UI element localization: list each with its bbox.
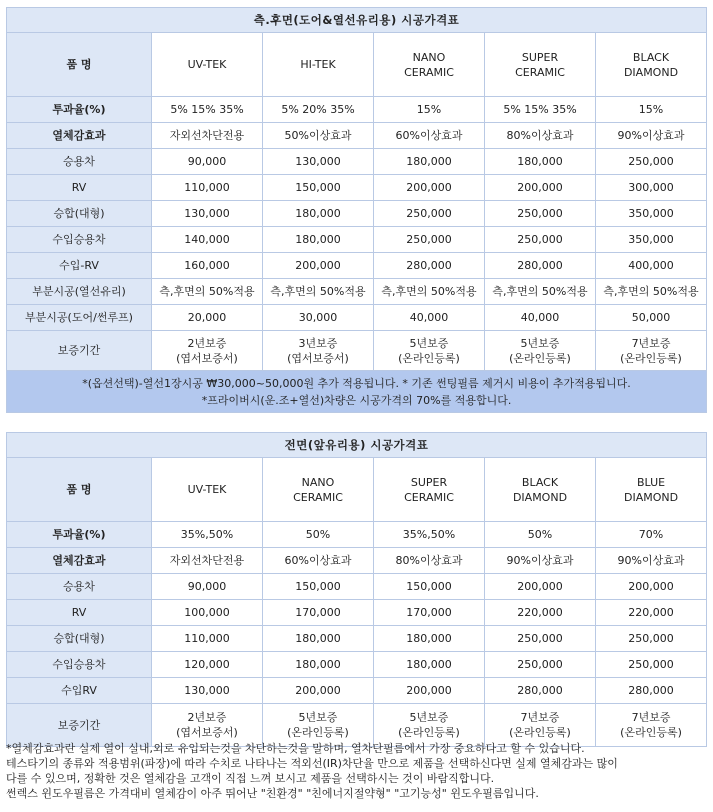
table-cell: 80%이상효과 (374, 548, 485, 574)
row-label: 수입RV (7, 678, 152, 704)
table-cell: 250,000 (485, 626, 596, 652)
table-cell: 측,후면의 50%적용 (263, 279, 374, 305)
table-cell: 140,000 (152, 227, 263, 253)
table-cell: 250,000 (596, 626, 707, 652)
table-cell: 40,000 (485, 305, 596, 331)
product-header: SUPER CERAMIC (374, 458, 485, 522)
table-header-row (7, 458, 707, 522)
table-cell: 150,000 (374, 574, 485, 600)
table-cell: 90%이상효과 (485, 548, 596, 574)
table-row (7, 548, 707, 574)
table-row (7, 305, 707, 331)
table-cell: 100,000 (152, 600, 263, 626)
product-header: BLACK DIAMOND (485, 458, 596, 522)
table-cell: 250,000 (374, 201, 485, 227)
table-cell: 200,000 (374, 678, 485, 704)
table-cell: 200,000 (485, 175, 596, 201)
table-cell: 180,000 (374, 626, 485, 652)
row-label: 승합(대형) (7, 626, 152, 652)
table-cell: 130,000 (152, 678, 263, 704)
front-price-table (6, 432, 707, 747)
table-row (7, 97, 707, 123)
table-cell: 90%이상효과 (596, 548, 707, 574)
table-cell: 7년보증 (온라인등록) (485, 704, 596, 747)
table-cell: 35%,50% (152, 522, 263, 548)
table-cell: 90%이상효과 (596, 123, 707, 149)
table-cell: 5년보증 (온라인등록) (374, 331, 485, 371)
row-label: 투과율(%) (7, 97, 152, 123)
table-cell: 250,000 (485, 227, 596, 253)
table-cell: 90,000 (152, 574, 263, 600)
table-cell: 180,000 (374, 149, 485, 175)
table-cell: 5년보증 (온라인등록) (485, 331, 596, 371)
product-header: UV-TEK (152, 33, 263, 97)
table-cell: 40,000 (374, 305, 485, 331)
row-label: 부분시공(도어/썬루프) (7, 305, 152, 331)
row-label: 투과율(%) (7, 522, 152, 548)
note-line: *(옵션선택)-열선1장시공 ₩30,000~50,000원 추가 적용됩니다. * 기존 썬팅필름 제거시 비용이 추가적용됩니다. (82, 376, 631, 390)
table-row (7, 331, 707, 371)
row-label: 보증기간 (7, 704, 152, 747)
table-row (7, 522, 707, 548)
table-cell: 180,000 (485, 149, 596, 175)
table-cell: 130,000 (263, 149, 374, 175)
table-cell: 250,000 (596, 149, 707, 175)
table-cell: 180,000 (263, 201, 374, 227)
row-label: 승합(대형) (7, 201, 152, 227)
product-header: UV-TEK (152, 458, 263, 522)
table-cell: 7년보증 (온라인등록) (596, 331, 707, 371)
table-row (7, 574, 707, 600)
table-cell: 측,후면의 50%적용 (152, 279, 263, 305)
row-label: 승용차 (7, 574, 152, 600)
table-cell: 5년보증 (온라인등록) (374, 704, 485, 747)
table-row (7, 175, 707, 201)
table-row (7, 149, 707, 175)
product-header: BLUE DIAMOND (596, 458, 707, 522)
table-cell: 250,000 (374, 227, 485, 253)
table-cell: 7년보증 (온라인등록) (596, 704, 707, 747)
table-cell: 50% (263, 522, 374, 548)
table-cell: 280,000 (485, 678, 596, 704)
table-cell: 60%이상효과 (374, 123, 485, 149)
row-label: 열체감효과 (7, 123, 152, 149)
product-header: NANO CERAMIC (263, 458, 374, 522)
table-cell: 130,000 (152, 201, 263, 227)
row-label: 열체감효과 (7, 548, 152, 574)
table-cell: 5% 15% 35% (485, 97, 596, 123)
product-header: BLACK DIAMOND (596, 33, 707, 97)
footer-line: 테스타기의 종류와 적용범위(파장)에 따라 수치로 나타나는 적외선(IR)차단율 만으로 제품을 선택하신다면 실제 열체감과는 많이 (6, 757, 618, 770)
side-rear-price-table (6, 7, 707, 413)
table-cell: 2년보증 (엽서보증서) (152, 704, 263, 747)
row-label: 부분시공(열선유리) (7, 279, 152, 305)
table-cell: 150,000 (263, 175, 374, 201)
table-cell: 150,000 (263, 574, 374, 600)
product-header: NANO CERAMIC (374, 33, 485, 97)
table-cell: 180,000 (374, 652, 485, 678)
table-cell: 측,후면의 50%적용 (596, 279, 707, 305)
table-cell: 300,000 (596, 175, 707, 201)
table-cell: 160,000 (152, 253, 263, 279)
table-row (7, 123, 707, 149)
table-cell: 50%이상효과 (263, 123, 374, 149)
table-cell: 280,000 (374, 253, 485, 279)
table-cell: 110,000 (152, 626, 263, 652)
table-cell: 220,000 (485, 600, 596, 626)
table-cell: 60%이상효과 (263, 548, 374, 574)
footer-line: *열체감효과란 실제 열이 실내,외로 유입되는것을 차단하는것을 말하며, 열차단필름에서 가장 중요하다고 할 수 있습니다. (6, 742, 585, 755)
row-label: 수입-RV (7, 253, 152, 279)
footer-notes (6, 741, 706, 801)
table-cell: 280,000 (596, 678, 707, 704)
table-title: 전면(앞유리용) 시공가격표 (7, 433, 707, 458)
table-cell: 측,후면의 50%적용 (485, 279, 596, 305)
table-row (7, 652, 707, 678)
table-cell: 350,000 (596, 201, 707, 227)
table-row (7, 600, 707, 626)
table-cell: 120,000 (152, 652, 263, 678)
table-row (7, 678, 707, 704)
table-cell: 50% (485, 522, 596, 548)
table-cell: 180,000 (263, 626, 374, 652)
footer-line: 다를 수 있으며, 정확한 것은 열체감을 고객이 직접 느껴 보시고 제품을 선택하시는 것이 바람직합니다. (6, 772, 495, 785)
table-cell: 180,000 (263, 652, 374, 678)
footer-line: 썬렉스 윈도우필름은 가격대비 열체감이 아주 뛰어난 "친환경" "친에너지절약형" "고기능성" 윈도우필름입니다. (6, 787, 539, 800)
product-header: HI-TEK (263, 33, 374, 97)
table-header-row (7, 33, 707, 97)
table-cell: 측,후면의 50%적용 (374, 279, 485, 305)
table-row (7, 253, 707, 279)
table-note (7, 371, 707, 413)
table-cell: 3년보증 (엽서보증서) (263, 331, 374, 371)
table-cell: 15% (374, 97, 485, 123)
table-cell: 180,000 (263, 227, 374, 253)
table-cell: 200,000 (263, 253, 374, 279)
table-cell: 250,000 (485, 652, 596, 678)
table-cell: 170,000 (374, 600, 485, 626)
table-cell: 200,000 (263, 678, 374, 704)
table-cell: 250,000 (485, 201, 596, 227)
header-cell: 품 명 (7, 458, 152, 522)
table-cell: 280,000 (485, 253, 596, 279)
table-cell: 50,000 (596, 305, 707, 331)
table-cell: 30,000 (263, 305, 374, 331)
table-cell: 350,000 (596, 227, 707, 253)
table-cell: 자외선차단전용 (152, 548, 263, 574)
table-cell: 자외선차단전용 (152, 123, 263, 149)
table-cell: 15% (596, 97, 707, 123)
table-cell: 400,000 (596, 253, 707, 279)
note-line: *프라이버시(운.조+열선)차량은 시공가격의 70%를 적용합니다. (201, 393, 512, 407)
table-cell: 90,000 (152, 149, 263, 175)
table-cell: 170,000 (263, 600, 374, 626)
row-label: RV (7, 600, 152, 626)
table-row (7, 227, 707, 253)
table-cell: 70% (596, 522, 707, 548)
table-cell: 35%,50% (374, 522, 485, 548)
table-cell: 200,000 (374, 175, 485, 201)
table-cell: 5년보증 (온라인등록) (263, 704, 374, 747)
row-label: 승용차 (7, 149, 152, 175)
table-row (7, 279, 707, 305)
table-cell: 2년보증 (엽서보증서) (152, 331, 263, 371)
row-label: 수입승용차 (7, 652, 152, 678)
table-title: 측.후면(도어&열선유리용) 시공가격표 (7, 8, 707, 33)
table-cell: 20,000 (152, 305, 263, 331)
row-label: 보증기간 (7, 331, 152, 371)
product-header: SUPER CERAMIC (485, 33, 596, 97)
table-cell: 200,000 (485, 574, 596, 600)
table-cell: 250,000 (596, 652, 707, 678)
table-cell: 110,000 (152, 175, 263, 201)
row-label: RV (7, 175, 152, 201)
table-cell: 80%이상효과 (485, 123, 596, 149)
header-cell: 품 명 (7, 33, 152, 97)
table-cell: 5% 15% 35% (152, 97, 263, 123)
table-row (7, 201, 707, 227)
table-row (7, 626, 707, 652)
table-cell: 5% 20% 35% (263, 97, 374, 123)
table-cell: 220,000 (596, 600, 707, 626)
row-label: 수입승용차 (7, 227, 152, 253)
table-cell: 200,000 (596, 574, 707, 600)
